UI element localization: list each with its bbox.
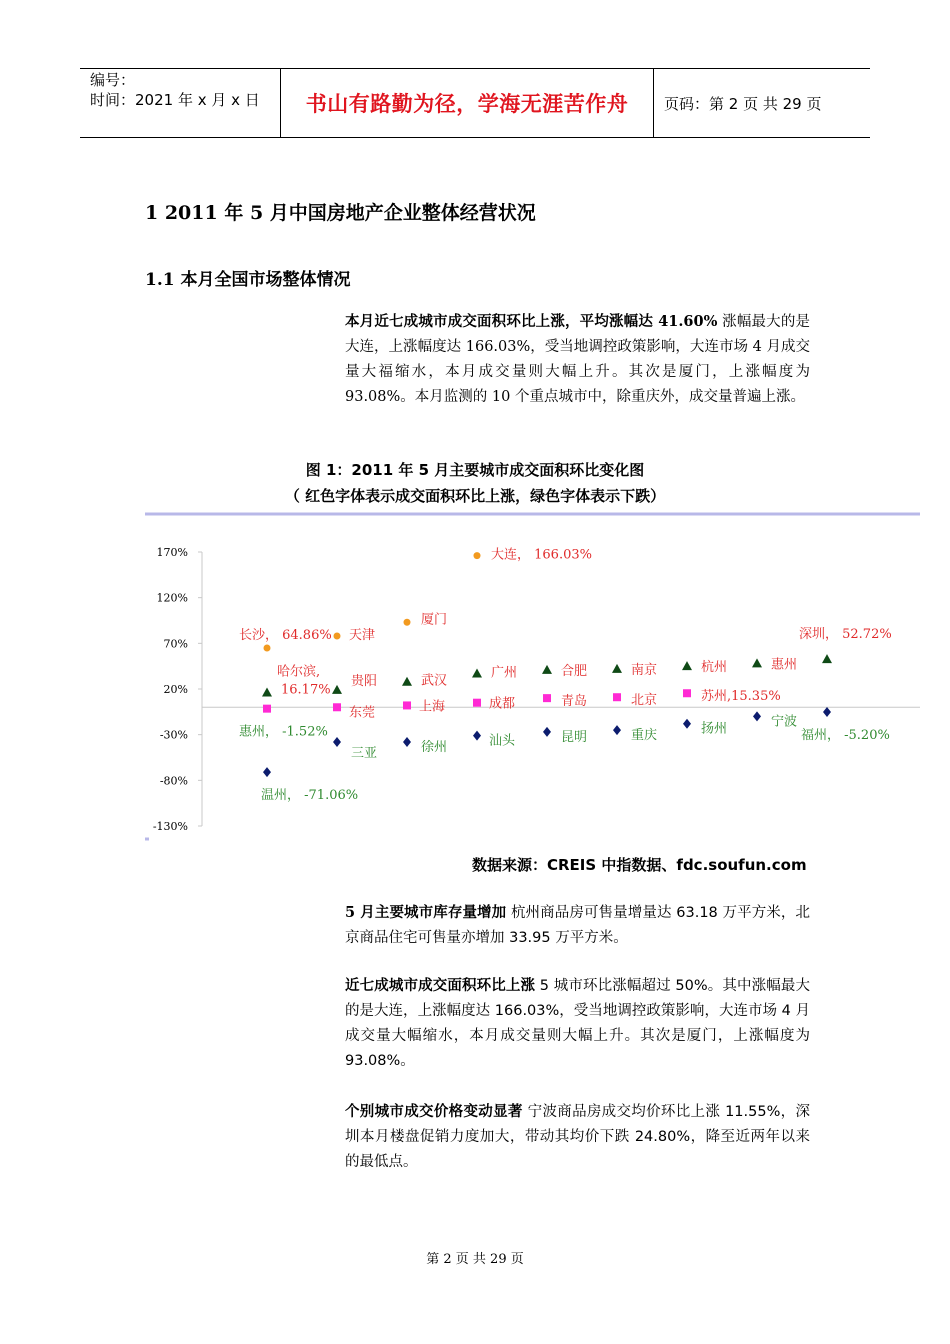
paragraph-body: 宁波商品房成交均价环比上涨 11.55%，深圳本月楼盘促销力度加大，带动其均价下跌 24.80%，降至近两年以来的最低点。 — [345, 1104, 810, 1170]
data-point-circle — [264, 645, 271, 652]
data-label: 温州， -71.06% — [261, 788, 359, 804]
y-tick-label: 70% — [163, 637, 188, 651]
data-point-diamond — [543, 727, 551, 737]
subsection-title: 1.1 本月全国市场整体情况 — [145, 270, 351, 290]
data-label: 杭州 — [701, 660, 728, 676]
data-point-triangle — [612, 664, 622, 673]
y-tick-label: 120% — [156, 591, 188, 605]
data-point-diamond — [753, 711, 761, 721]
intro-body: 涨幅最大的是大连，上涨幅度达 166.03%，受当地调控政策影响，大连市场 4 月成交量大福缩水，本月成交量则大幅上升。其次是厦门，上涨幅度为 93.08%。本月监测的 10 个重点城市中，除重庆外，成交量普遍上涨。 — [345, 314, 810, 405]
data-label: 扬州 — [701, 721, 728, 737]
paragraph-prices — [345, 1099, 810, 1175]
data-label: 青岛 — [561, 694, 588, 710]
data-label: 三亚 — [351, 745, 378, 761]
paragraph-body: 杭州商品房可售量增量达 63.18 万平方米，北京商品住宅可售量亦增加 33.95 万平方米。 — [345, 905, 810, 946]
data-point-square — [403, 701, 411, 709]
data-point-diamond — [823, 707, 831, 717]
data-label: 北京 — [631, 693, 658, 709]
data-point-square — [263, 705, 271, 713]
data-label: 天津 — [349, 628, 376, 644]
data-point-square — [473, 699, 481, 707]
data-point-triangle — [262, 687, 272, 696]
time-label: 时间：2021 年 x 月 x 日 — [90, 91, 260, 109]
data-point-triangle — [402, 677, 412, 686]
chart-points — [262, 552, 832, 777]
document-header — [80, 68, 870, 138]
data-label: 长沙， 64.86% — [239, 628, 332, 644]
y-tick-label: -80% — [159, 774, 188, 788]
data-label: 惠州 — [771, 657, 798, 673]
y-tick-label: -30% — [159, 728, 188, 742]
data-label: 宁波 — [771, 714, 798, 730]
data-point-circle — [334, 633, 341, 640]
data-label: 徐州 — [421, 739, 448, 755]
data-point-square — [333, 703, 341, 711]
data-point-diamond — [473, 731, 481, 741]
data-point-diamond — [403, 737, 411, 747]
data-label: 合肥 — [561, 663, 588, 679]
page-info: 页码：第 2 页 共 29 页 — [664, 94, 822, 113]
paragraph-lead: 个别城市成交价格变动显著 — [345, 1103, 523, 1120]
data-label: 大连， 166.03% — [491, 547, 592, 563]
intro-paragraph — [345, 309, 810, 410]
data-point-triangle — [682, 661, 692, 670]
city-scatter-chart — [145, 512, 920, 842]
data-point-diamond — [333, 737, 341, 747]
data-label: 哈尔滨, 16.17% — [277, 664, 331, 698]
data-point-triangle — [542, 665, 552, 674]
y-tick-label: 20% — [163, 683, 188, 696]
data-label: 贵阳 — [351, 673, 378, 689]
data-label: 上海 — [419, 699, 446, 715]
data-point-square — [613, 693, 621, 701]
section-title: 1 2011 年 5 月中国房地产企业整体经营状况 — [145, 202, 536, 224]
data-label: 汕头 — [489, 733, 516, 749]
data-label: 厦门 — [421, 612, 448, 628]
paragraph-lead: 近七成城市成交面积环比上涨 — [345, 977, 536, 994]
paragraph-transactions — [345, 973, 810, 1074]
data-label: 广州 — [491, 665, 518, 681]
paragraph-inventory — [345, 900, 810, 951]
intro-lead: 本月近七成城市成交面积环比上涨，平均涨幅达 41.60% — [345, 313, 718, 330]
data-label: 成都 — [489, 696, 516, 712]
data-label: 昆明 — [561, 729, 588, 745]
data-point-square — [683, 689, 691, 697]
data-point-diamond — [263, 767, 271, 777]
data-point-triangle — [472, 668, 482, 677]
y-tick-label: 170% — [156, 546, 188, 559]
data-label: 福州， -5.20% — [801, 728, 890, 744]
data-point-triangle — [332, 685, 342, 694]
page-footer: 第 2 页 共 29 页 — [426, 1252, 524, 1267]
motto: 书山有路勤为径，学海无涯苦作舟 — [305, 92, 629, 116]
figure-title: 图 1：2011 年 5 月主要城市成交面积环比变化图 — [305, 461, 645, 479]
data-point-triangle — [752, 658, 762, 667]
data-label: 东莞 — [349, 705, 376, 721]
figure-subtitle: （ 红色字体表示成交面积环比上涨，绿色字体表示下跌） — [284, 487, 666, 505]
paragraph-lead: 5 月主要城市库存量增加 — [345, 904, 507, 921]
data-label: 南京 — [631, 662, 658, 678]
chart-labels — [239, 547, 892, 804]
data-label: 苏州,15.35% — [701, 689, 781, 705]
header-meta-cell — [80, 69, 281, 137]
data-label: 惠州， -1.52% — [239, 724, 328, 740]
figure-source: 数据来源：CREIS 中指数据、fdc.soufun.com — [472, 856, 807, 874]
number-label: 编号： — [90, 71, 136, 89]
y-tick-label: -130% — [152, 820, 188, 833]
data-point-triangle — [822, 654, 832, 663]
data-point-square — [543, 694, 551, 702]
data-point-diamond — [613, 725, 621, 735]
data-point-circle — [474, 552, 481, 559]
paragraph-body: 5 城市环比涨幅超过 50%。其中涨幅最大的是大连，上涨幅度达 166.03%，受当地调控政策影响，大连市场 4 月成交量大幅缩水，本月成交量则大幅上升。其次是厦门，上涨幅度为 93.08%。 — [345, 978, 811, 1069]
data-label: 深圳， 52.72% — [799, 627, 892, 643]
data-label: 重庆 — [631, 728, 658, 744]
data-point-circle — [404, 619, 411, 626]
y-axis — [153, 546, 202, 833]
header-page-cell — [654, 69, 870, 137]
header-motto-cell — [281, 69, 654, 137]
data-point-diamond — [683, 719, 691, 729]
data-label: 武汉 — [421, 673, 448, 689]
